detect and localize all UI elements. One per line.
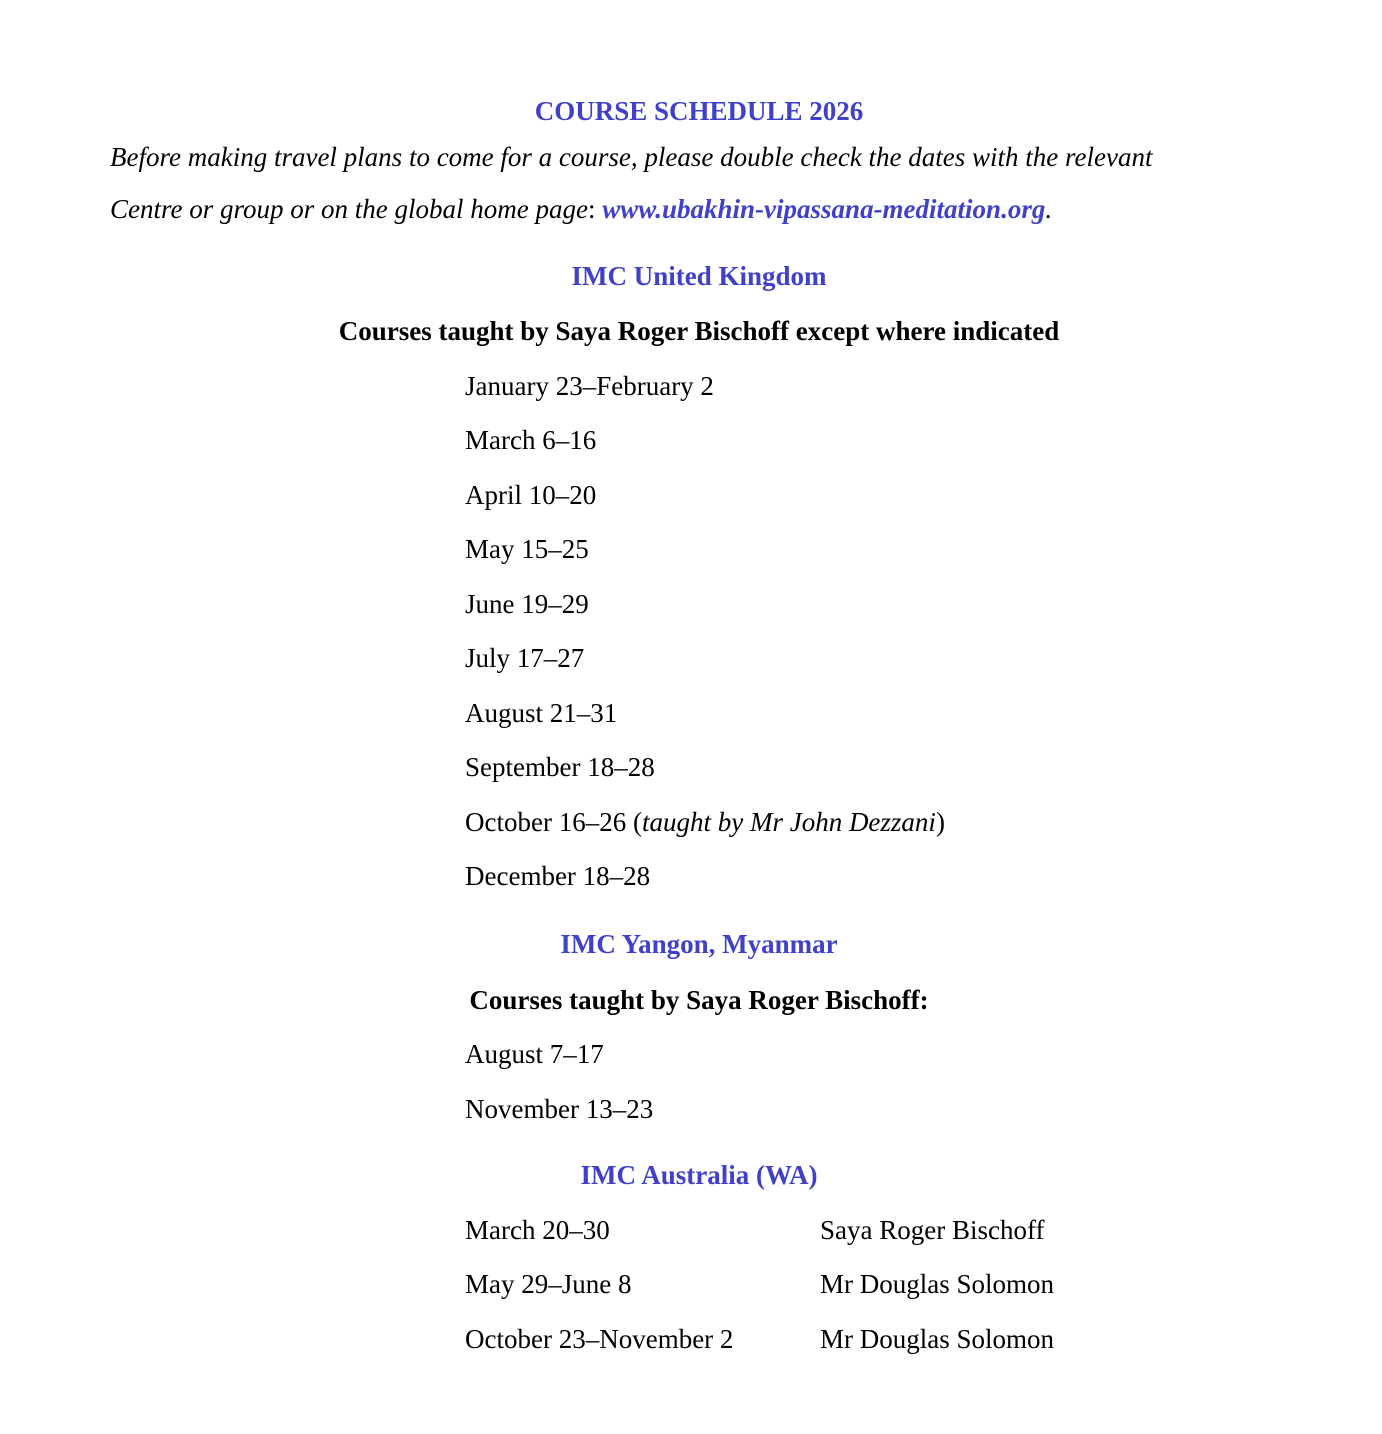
teacher-note: taught by Mr John Dezzani <box>641 807 936 837</box>
intro-colon: : <box>587 194 596 224</box>
uk-heading: IMC United Kingdom <box>571 261 827 291</box>
note-open-paren: ( <box>632 807 642 837</box>
australia-date-1: March 20–30 <box>465 1215 610 1245</box>
intro-period: . <box>1045 194 1053 224</box>
australia-teacher-3: Mr Douglas Solomon <box>820 1324 1055 1354</box>
intro-line-2-text: Centre or group or on the global home page <box>110 194 588 224</box>
uk-date-5: June 19–29 <box>465 589 589 619</box>
uk-date-8: September 18–28 <box>465 752 655 782</box>
uk-date-6: July 17–27 <box>465 643 585 673</box>
yangon-date-2: November 13–23 <box>465 1094 654 1124</box>
yangon-heading: IMC Yangon, Myanmar <box>560 929 838 959</box>
uk-date-9-text: October 16–26 <box>465 807 627 837</box>
yangon-subheading-text: Courses taught by Saya Roger Bischoff <box>469 985 920 1015</box>
australia-heading: IMC Australia (WA) <box>580 1160 818 1190</box>
uk-date-2: March 6–16 <box>465 425 597 455</box>
yangon-subheading <box>0 985 1382 1016</box>
intro-line-2 <box>110 194 1052 225</box>
uk-date-7: August 21–31 <box>465 698 618 728</box>
uk-date-1: January 23–February 2 <box>465 371 714 401</box>
yangon-date-1: August 7–17 <box>465 1039 604 1069</box>
australia-date-2: May 29–June 8 <box>465 1269 632 1299</box>
australia-teacher-2: Mr Douglas Solomon <box>820 1269 1055 1299</box>
yangon-colon: : <box>919 985 929 1015</box>
australia-date-3: October 23–November 2 <box>465 1324 734 1354</box>
uk-date-9 <box>465 807 945 838</box>
intro-line-1: Before making travel plans to come for a course, please double check the dates with the relevant <box>110 142 1153 172</box>
uk-subheading: Courses taught by Saya Roger Bischoff except where indicated <box>338 316 1060 346</box>
note-close-paren: ) <box>935 807 945 837</box>
uk-date-3: April 10–20 <box>465 480 597 510</box>
page-title: COURSE SCHEDULE 2026 <box>534 96 864 126</box>
uk-date-10: December 18–28 <box>465 861 651 891</box>
website-link[interactable]: www.ubakhin-vipassana-meditation.org <box>602 194 1046 224</box>
australia-teacher-1: Saya Roger Bischoff <box>820 1215 1045 1245</box>
uk-date-4: May 15–25 <box>465 534 589 564</box>
